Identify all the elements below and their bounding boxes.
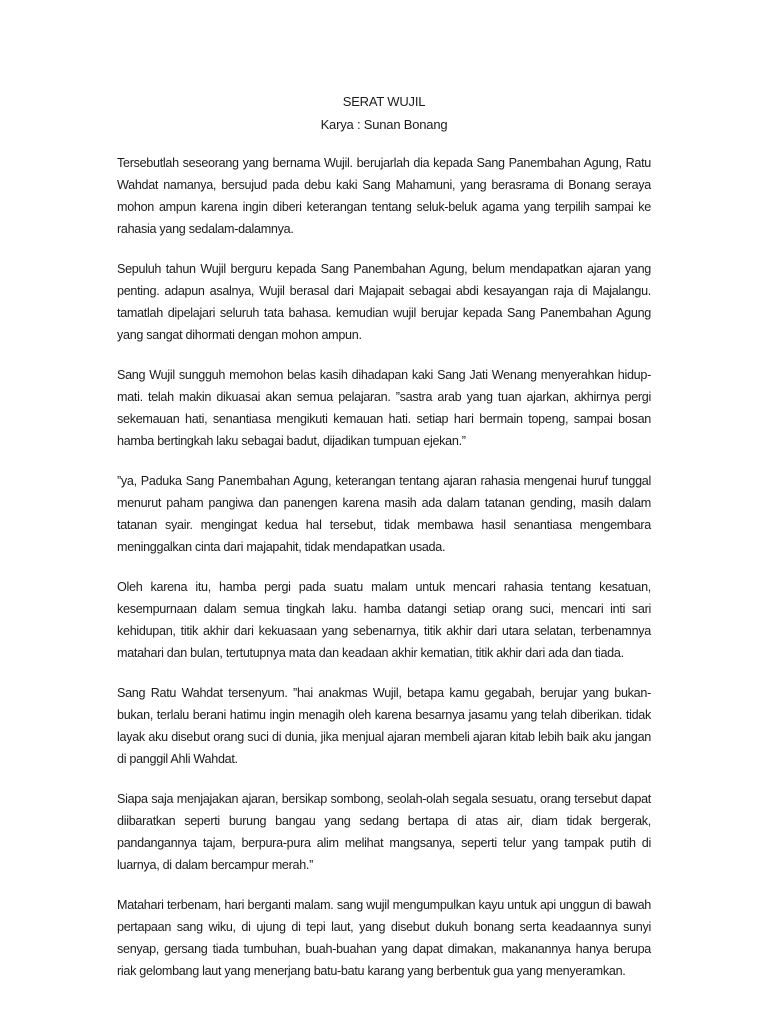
- paragraph: Siapa saja menjajakan ajaran, bersikap sombong, seolah-olah segala sesuatu, orang tersebut dapat diibaratkan seperti burung bangau yang sedang bertapa di atas air, diam tidak bergerak, pandangannya tajam, berpura-pura alim melihat mangsanya, seperti telur yang tampak putih di luarnya, di dalam bercampur merah.”: [117, 792, 651, 872]
- paragraph: ”ya, Paduka Sang Panembahan Agung, keterangan tentang ajaran rahasia mengenai huruf tunggal menurut paham pangiwa dan panengen karena masih ada dalam tatanan gending, masih dalam tatanan syair. mengingat kedua hal tersebut, tidak membawa hasil senantiasa mengembara meninggalkan cinta dari majapahit, tidak mendapatkan usada.: [117, 474, 651, 554]
- document-author: Karya : Sunan Bonang: [320, 117, 448, 132]
- paragraph: Tersebutlah seseorang yang bernama Wujil. berujarlah dia kepada Sang Panembahan Agung, Ratu Wahdat namanya, bersujud pada debu kaki Sang Mahamuni, yang berasrama di Bonang seraya mohon ampun karena ingin diberi keterangan tentang seluk-beluk agama yang terpilih sampai ke rahasia yang sedalam-dalamnya.: [117, 156, 651, 236]
- document-title: SERAT WUJIL: [342, 94, 426, 109]
- paragraph: Oleh karena itu, hamba pergi pada suatu malam untuk mencari rahasia tentang kesatuan, kesempurnaan dalam semua tingkah laku. hamba datangi setiap orang suci, mencari inti sari kehidupan, titik akhir dari kekuasaan yang sebenarnya, titik akhir dari utara selatan, terbenamnya matahari dan bulan, tertutupnya mata dan keadaan akhir kematian, titik akhir dari ada dan tiada.: [117, 580, 651, 660]
- paragraph: Matahari terbenam, hari berganti malam. sang wujil mengumpulkan kayu untuk api unggun di bawah pertapaan sang wiku, di ujung di tepi laut, yang disebut dukuh bonang serta keadaannya sunyi senyap, gersang tiada tumbuhan, buah-buahan yang dapat dimakan, makanannya hanya berupa riak gelombang laut yang menerjang batu-batu karang yang berbentuk gua yang menyeramkan.: [117, 898, 651, 978]
- paragraph: Sepuluh tahun Wujil berguru kepada Sang Panembahan Agung, belum mendapatkan ajaran yang penting. adapun asalnya, Wujil berasal dari Majapait sebagai abdi kesayangan raja di Majalangu. tamatlah dipelajari seluruh tata bahasa. kemudian wujil berujar kepada Sang Panembahan Agung yang sangat dihormati dengan mohon ampun.: [117, 262, 651, 342]
- paragraph: Sang Ratu Wahdat tersenyum. ”hai anakmas Wujil, betapa kamu gegabah, berujar yang bukan-bukan, terlalu berani hatimu ingin menagih oleh karena besarnya jasamu yang telah diberikan. tidak layak aku disebut orang suci di dunia, jika menjual ajaran membeli ajaran kitab lebih baik aku jangan di panggil Ahli Wahdat.: [117, 686, 651, 766]
- paragraph: Sang Wujil sungguh memohon belas kasih dihadapan kaki Sang Jati Wenang menyerahkan hidup-mati. telah makin dikuasai akan semua pelajaran. ”sastra arab yang tuan ajarkan, akhirnya pergi sekemauan hati, senantiasa mengikuti kemauan hati. setiap hari bermain topeng, sampai bosan hamba bertingkah laku sebagai badut, dijadikan tumpuan ejekan.”: [117, 368, 651, 448]
- document-body: [117, 152, 651, 1000]
- document-header: [0, 93, 768, 134]
